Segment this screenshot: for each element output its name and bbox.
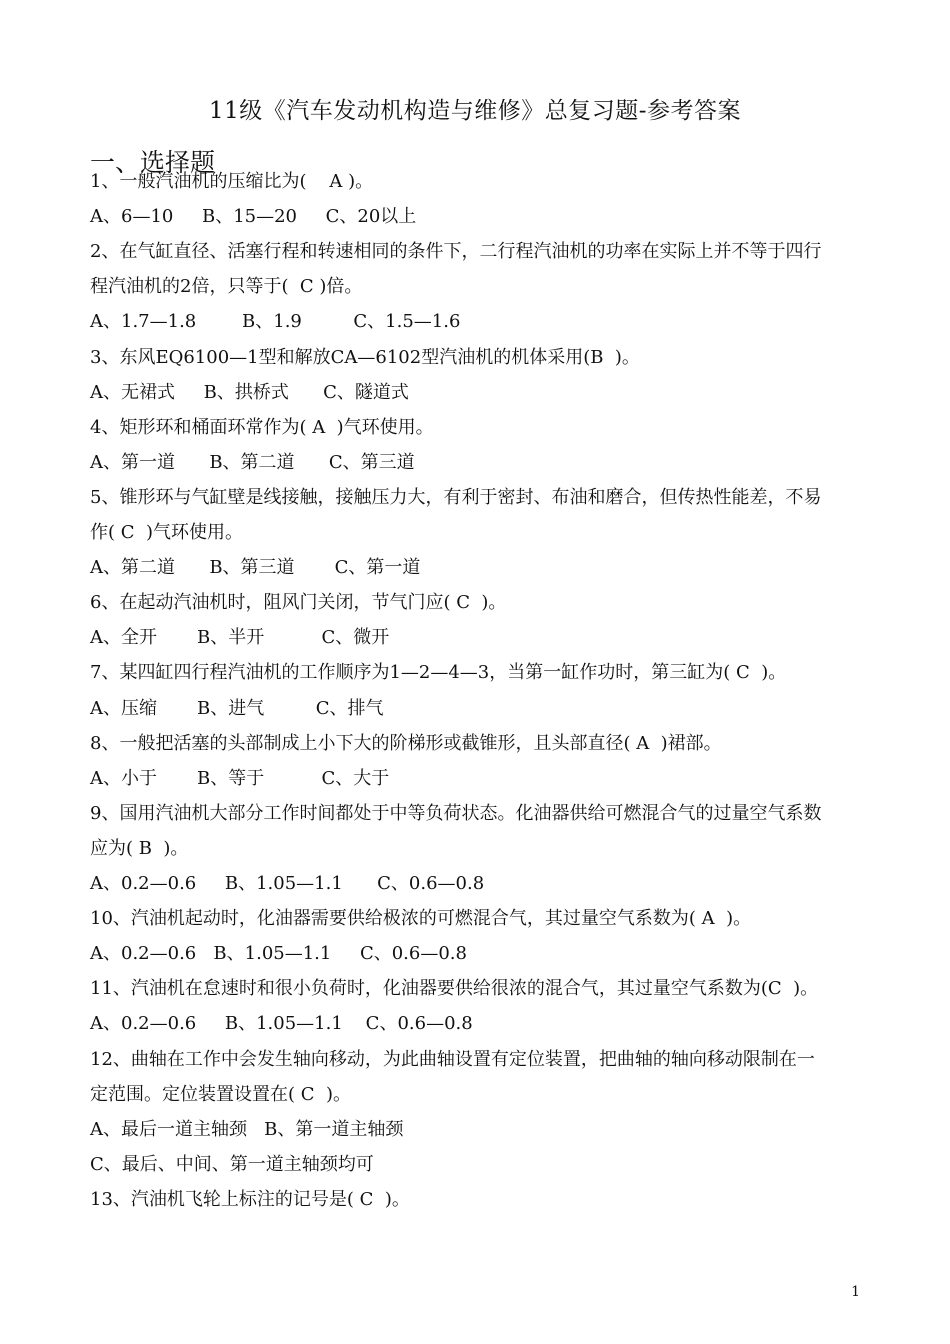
text-line: A、6—10 B、15—20 C、20以上 <box>90 206 417 228</box>
text-line: 程汽油机的2倍，只等于( C )倍。 <box>90 276 363 298</box>
text-line: A、小于 B、等于 C、大于 <box>90 767 390 789</box>
text-line: 应为( B )。 <box>90 837 189 859</box>
text-line: A、最后一道主轴颈 B、第一道主轴颈 <box>90 1118 404 1140</box>
text-line: 13、汽油机飞轮上标注的记号是( C )。 <box>90 1188 410 1210</box>
text-line: A、1.7—1.8 B、1.9 C、1.5—1.6 <box>90 311 461 333</box>
text-line: A、第二道 B、第三道 C、第一道 <box>90 557 421 579</box>
text-line: A、0.2—0.6 B、1.05—1.1 C、0.6—0.8 <box>90 873 485 894</box>
text-line: 5、锥形环与气缸壁是线接触，接触压力大，有利于密封、布油和磨合，但传热性能差，不易 <box>90 486 822 508</box>
text-line: 8、一般把活塞的头部制成上小下大的阶梯形或截锥形，且头部直径( A )裙部。 <box>90 732 722 754</box>
page-number: 1 <box>851 1284 860 1300</box>
text-line: A、无裙式 B、拱桥式 C、隧道式 <box>90 381 409 403</box>
document-title: 11级《汽车发动机构造与维修》总复习题-参考答案 <box>208 98 742 124</box>
text-line: 10、汽油机起动时，化油器需要供给极浓的可燃混合气，其过量空气系数为( A )。 <box>90 908 752 930</box>
text-line: A、全开 B、半开 C、微开 <box>90 627 390 649</box>
text-line: 定范围。定位装置设置在( C )。 <box>90 1083 351 1105</box>
text-line: 11、汽油机在怠速时和很小负荷时，化油器要供给很浓的混合气，其过量空气系数为(C )。 <box>90 978 819 1000</box>
text-line: 7、某四缸四行程汽油机的工作顺序为1—2—4—3，当第一缸作功时，第三缸为( C )。 <box>90 662 787 684</box>
text-line: 作( C )气环使用。 <box>90 522 243 543</box>
text-line: A、0.2—0.6 B、1.05—1.1 C、0.6—0.8 <box>90 943 467 965</box>
text-line: 9、国用汽油机大部分工作时间都处于中等负荷状态。化油器供给可燃混合气的过量空气系数 <box>90 802 822 824</box>
text-line: A、压缩 B、进气 C、排气 <box>90 697 384 719</box>
text-line: 2、在气缸直径、活塞行程和转速相同的条件下，二行程汽油机的功率在实际上并不等于四行 <box>90 241 822 263</box>
text-line: A、第一道 B、第二道 C、第三道 <box>90 451 415 473</box>
text-line: 3、东风EQ6100—1型和解放CA—6102型汽油机的机体采用(B )。 <box>90 346 640 368</box>
text-line: 6、在起动汽油机时，阻风门关闭，节气门应( C )。 <box>90 592 507 614</box>
text-line: A、0.2—0.6 B、1.05—1.1 C、0.6—0.8 <box>90 1013 473 1035</box>
text-line: 4、矩形环和桶面环常作为( A )气环使用。 <box>90 416 434 438</box>
text-line: 1、一般汽油机的压缩比为( A )。 <box>90 171 374 192</box>
text-line: 12、曲轴在工作中会发生轴向移动，为此曲轴设置有定位装置，把曲轴的轴向移动限制在一 <box>90 1048 815 1070</box>
section-heading: 一、选择题 <box>90 148 216 177</box>
text-line: C、最后、中间、第一道主轴颈均可 <box>90 1153 374 1175</box>
